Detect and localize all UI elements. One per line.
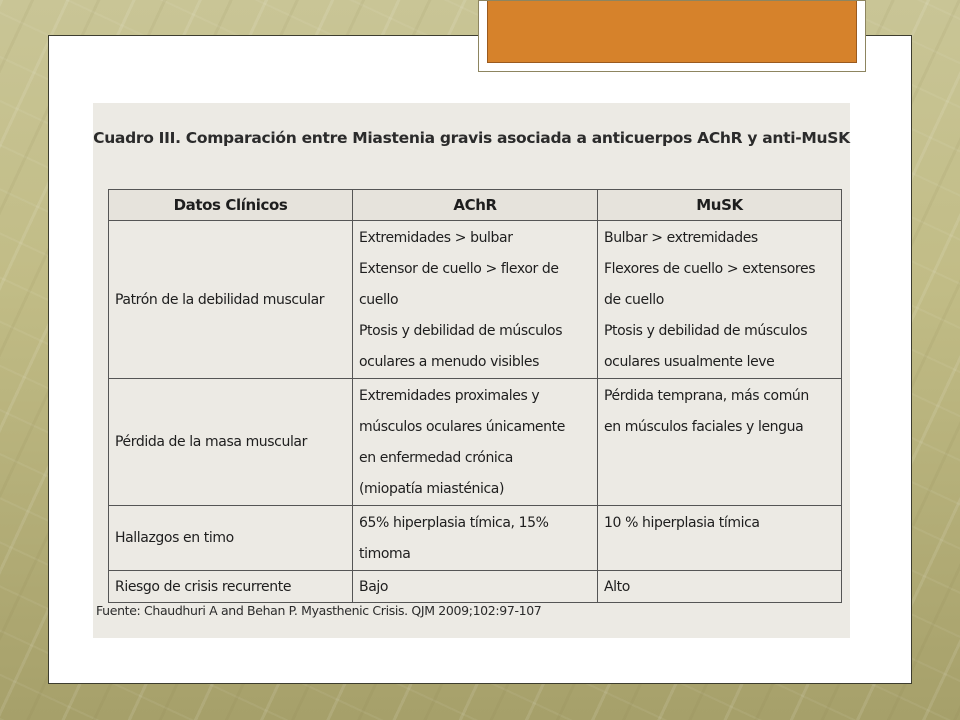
- cell-line: Extremidades > bulbar: [359, 230, 513, 246]
- cell-line: 10 % hiperplasia tímica: [604, 515, 760, 531]
- cell-line: Ptosis y debilidad de músculos: [604, 323, 808, 339]
- cell-line: músculos oculares únicamente: [359, 419, 565, 435]
- cell-line: Ptosis y debilidad de músculos: [359, 323, 563, 339]
- row-label: Patrón de la debilidad muscular: [109, 221, 353, 379]
- cell-line: Pérdida temprana, más común: [604, 388, 809, 404]
- table-image: [93, 103, 850, 638]
- musk-cell: [598, 221, 842, 379]
- comparison-table: [108, 189, 842, 603]
- achr-cell: [353, 221, 598, 379]
- source-citation: Fuente: Chaudhuri A and Behan P. Myasthenic Crisis. QJM 2009;102:97-107: [96, 603, 542, 618]
- cell-line: Extensor de cuello > flexor de: [359, 261, 559, 277]
- cell-line: en músculos faciales y lengua: [604, 419, 804, 435]
- table-row: [109, 379, 842, 506]
- musk-cell: [598, 506, 842, 571]
- table-row: [109, 506, 842, 571]
- musk-cell: [598, 379, 842, 506]
- achr-cell: [353, 506, 598, 571]
- achr-cell: [353, 571, 598, 603]
- cell-line: Bulbar > extremidades: [604, 230, 758, 246]
- title-placeholder-box: [478, 0, 866, 72]
- header-musk: MuSK: [598, 190, 842, 221]
- table-row: [109, 221, 842, 379]
- row-label: Pérdida de la masa muscular: [109, 379, 353, 506]
- orange-accent-bar: [487, 1, 857, 63]
- musk-cell: [598, 571, 842, 603]
- header-achr: AChR: [353, 190, 598, 221]
- header-datos-clinicos: Datos Clínicos: [109, 190, 353, 221]
- cell-line: oculares a menudo visibles: [359, 354, 539, 370]
- row-label: Hallazgos en timo: [109, 506, 353, 571]
- cell-line: Flexores de cuello > extensores: [604, 261, 816, 277]
- cell-line: cuello: [359, 292, 399, 308]
- cell-line: Extremidades proximales y: [359, 388, 540, 404]
- cell-line: timoma: [359, 546, 411, 562]
- cell-line: de cuello: [604, 292, 664, 308]
- achr-cell: [353, 379, 598, 506]
- cell-line: 65% hiperplasia tímica, 15%: [359, 515, 549, 531]
- cell-line: (miopatía miasténica): [359, 481, 505, 497]
- cell-line: Bajo: [359, 578, 389, 595]
- cell-line: en enfermedad crónica: [359, 450, 513, 466]
- cell-line: Alto: [604, 578, 630, 595]
- cell-line: oculares usualmente leve: [604, 354, 775, 370]
- header-row: [109, 190, 842, 221]
- table-caption: Cuadro III. Comparación entre Miastenia gravis asociada a anticuerpos AChR y anti-MuSK: [93, 129, 850, 147]
- row-label: Riesgo de crisis recurrente: [109, 571, 353, 603]
- table-row: [109, 571, 842, 603]
